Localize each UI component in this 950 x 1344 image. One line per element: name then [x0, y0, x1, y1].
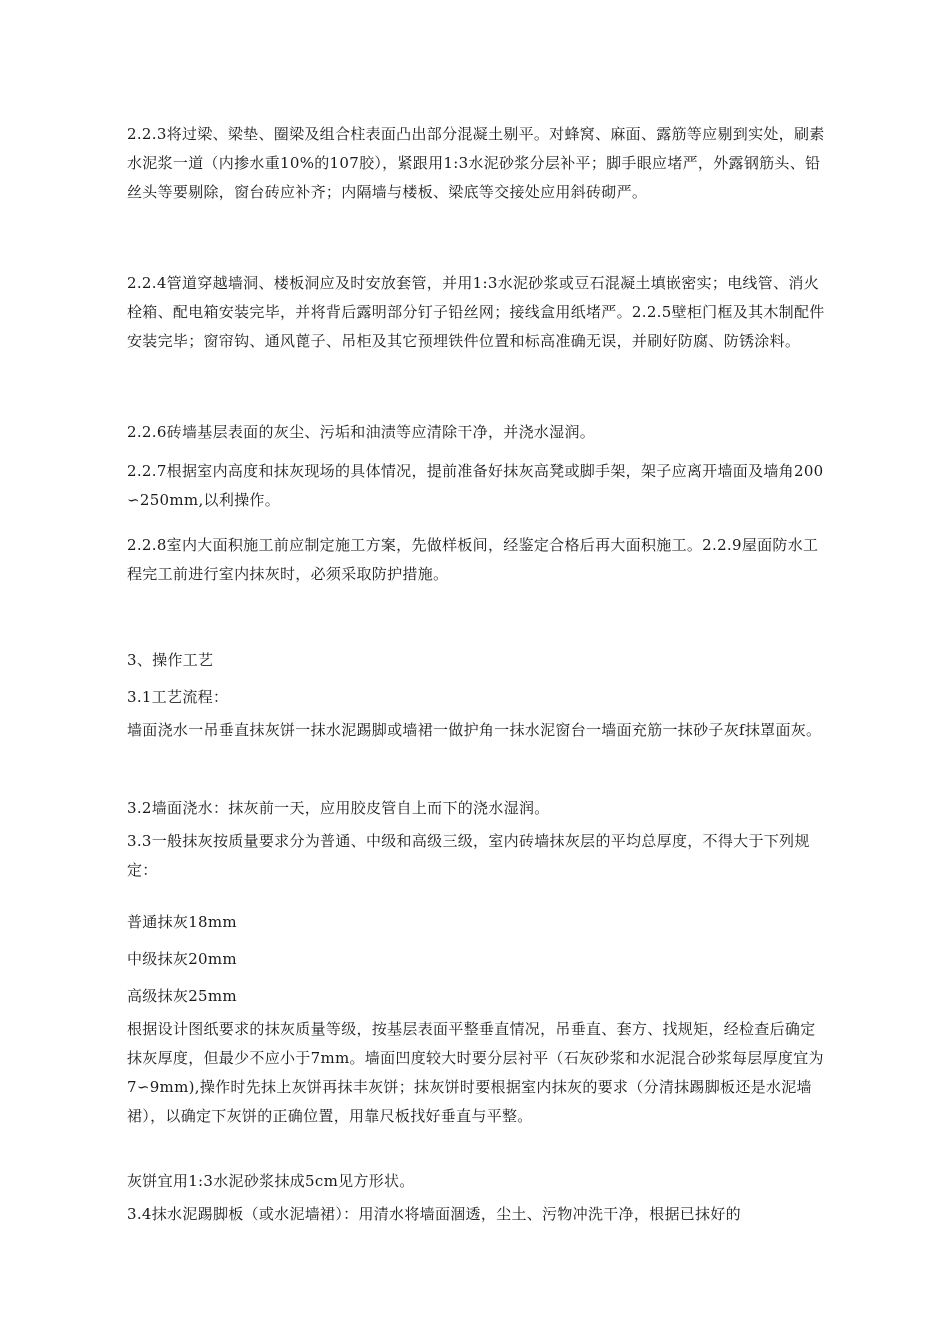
paragraph-process-flow: 墙面浇水一吊垂直抹灰饼一抹水泥踢脚或墙裙一做护角一抹水泥窗台一墙面充筋一抹砂子灰f抹罩面灰。 [127, 721, 822, 739]
paragraph-design-requirements: 根据设计图纸要求的抹灰质量等级，按基层表面平整垂直情况，吊垂直、套方、找规矩，经检查后确定抹灰厚度，但最少不应小于7mm。墙面凹度较大时要分层衬平（石灰砂浆和水泥混合砂浆每层厚度宜为7∽9mm),操作时先抹上灰饼再抹丰灰饼；抹灰饼时要根据室内抹灰的要求（分清抹踢脚板还是水泥墙裙），以确定下灰饼的正确位置，用靠尺板找好垂直与平整。 [127, 1020, 824, 1125]
paragraph-3-3: 3.3一般抹灰按质量要求分为普通、中级和高级三级，室内砖墙抹灰层的平均总厚度，不得大于下列规定： [127, 832, 810, 879]
paragraph-2-2-7: 2.2.7根据室内高度和抹灰现场的具体情况，提前准备好抹灰高凳或脚手架，架子应离开墙面及墙角200∽250mm,以利操作。 [127, 462, 824, 509]
line-normal-plaster: 普通抹灰18mm [127, 913, 237, 931]
paragraph-2-2-6: 2.2.6砖墙基层表面的灰尘、污垢和油渍等应清除干净，并浇水湿润。 [127, 423, 596, 441]
section-heading-3: 3、操作工艺 [127, 651, 214, 669]
line-high-plaster: 高级抹灰25mm [127, 987, 237, 1005]
paragraph-2-2-8: 2.2.8室内大面积施工前应制定施工方案，先做样板间，经鉴定合格后再大面积施工。2.2.9屋面防水工程完工前进行室内抹灰时，必须采取防护措施。 [127, 536, 819, 583]
paragraph-3-2: 3.2墙面浇水：抹灰前一天，应用胶皮管自上而下的浇水湿润。 [127, 799, 550, 817]
paragraph-2-2-3: 2.2.3将过梁、梁垫、圈梁及组合柱表面凸出部分混凝土剔平。对蜂窝、麻面、露筋等应剔到实处，刷素水泥浆一道（内掺水重10%的107胶），紧跟用1:3水泥砂浆分层补平；脚手眼应堵严，外露钢筋头、铅丝头等要剔除，窗台砖应补齐；内隔墙与楼板、梁底等交接处应用斜砖砌严。 [127, 125, 825, 201]
paragraph-mortar-cake: 灰饼宜用1:3水泥砂浆抹成5cm见方形状。 [127, 1172, 415, 1190]
line-medium-plaster: 中级抹灰20mm [127, 950, 237, 968]
subheading-3-1: 3.1工艺流程： [127, 688, 229, 706]
paragraph-3-4: 3.4抹水泥踢脚板（或水泥墙裙）：用清水将墙面涸透，尘土、污物冲洗干净，根据已抹好的 [127, 1205, 741, 1223]
paragraph-2-2-4: 2.2.4管道穿越墙洞、楼板洞应及时安放套管，并用1:3水泥砂浆或豆石混凝土填嵌密实；电线管、消火栓箱、配电箱安装完毕，并将背后露明部分钉子铅丝网；接线盒用纸堵严。2.2.5壁柜门框及其木制配件安装完毕；窗帘钩、通风蓖子、吊柜及其它预埋铁件位置和标高准确无误，并刷好防腐、防锈涂料。 [127, 274, 825, 350]
